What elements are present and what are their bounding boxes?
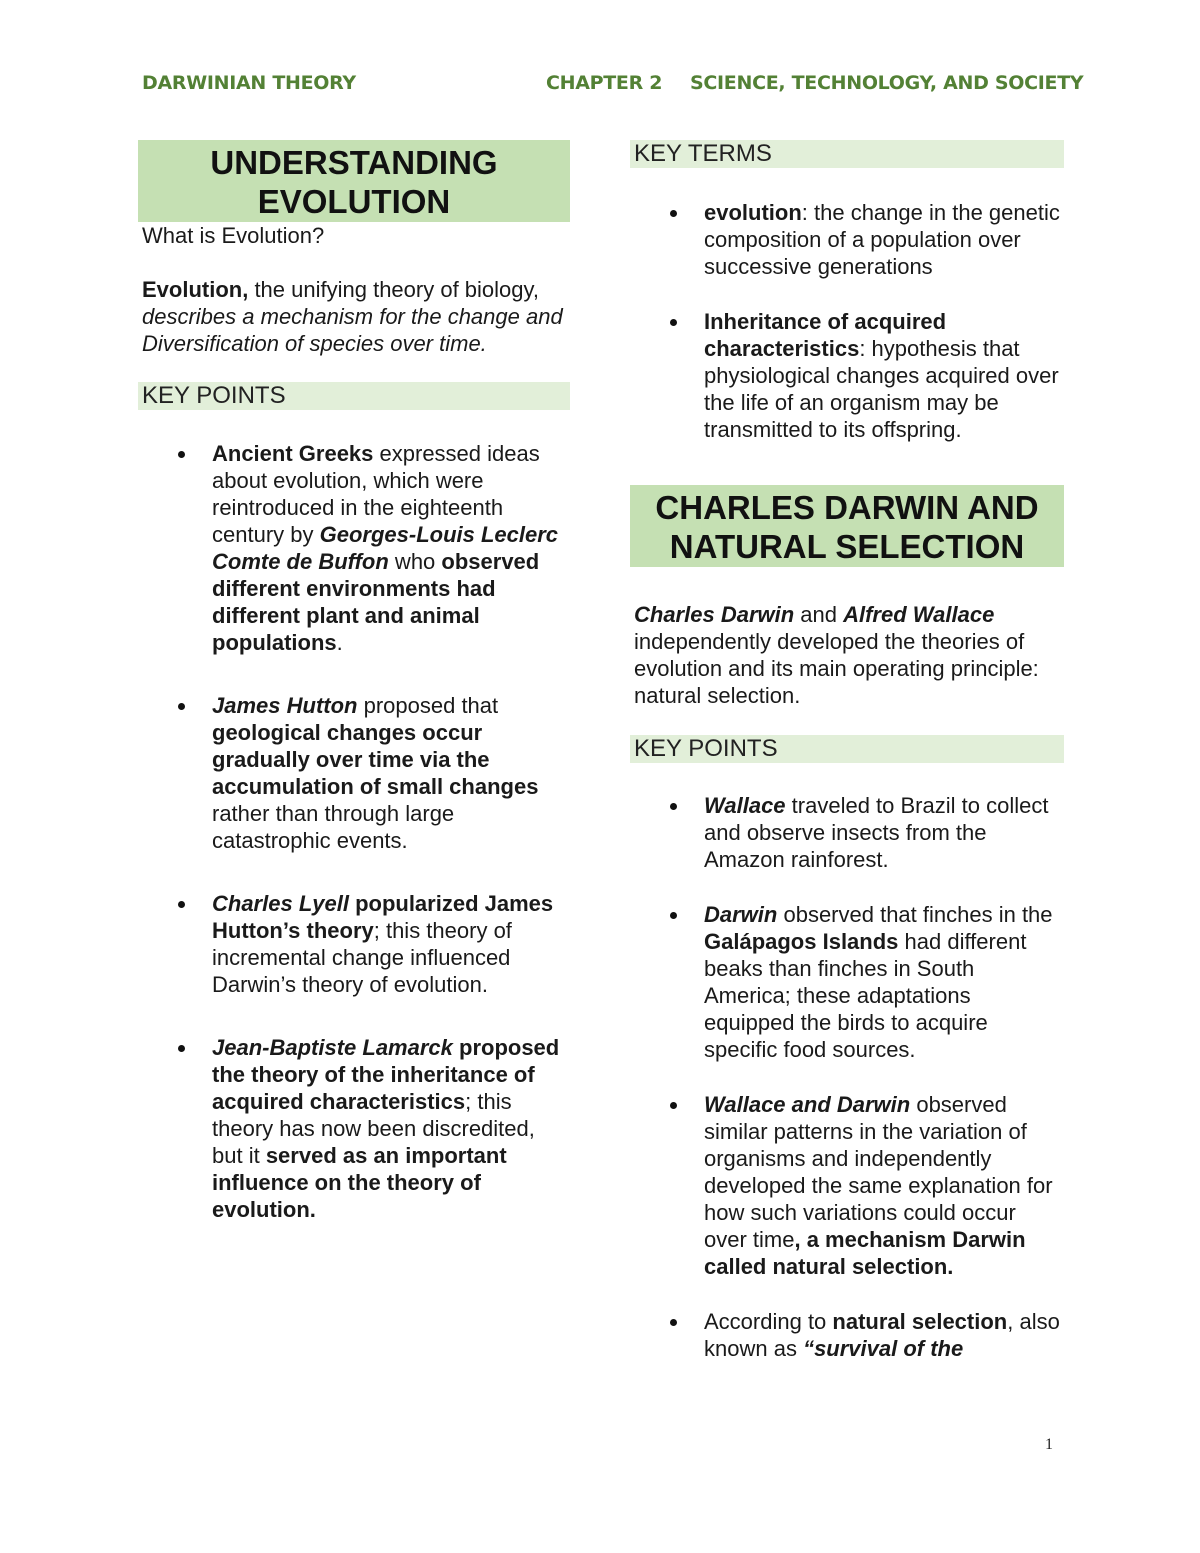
point-text: According to: [704, 1309, 833, 1334]
bullet-icon: [670, 1102, 677, 1109]
darwin-selection-title: [630, 485, 1064, 567]
bullet-icon: [670, 210, 677, 217]
point-bold: observed different environments had different plant and animal populations: [212, 549, 540, 655]
title-line-1: UNDERSTANDING: [210, 144, 498, 181]
point-text: who: [388, 549, 442, 574]
point-bold: served as an important influence on the theory of evolution.: [212, 1143, 507, 1222]
bullet-icon: [670, 912, 677, 919]
definition-plain: the unifying theory of biology,: [248, 277, 539, 302]
point-text: ; this theory of incremental change influenced Darwin’s theory of evolution.: [212, 918, 512, 997]
point-text: had different beaks than finches in South America; these adaptations equipped the birds to acquire specific food sources.: [704, 929, 1027, 1062]
list-item: [630, 1091, 1064, 1280]
page-number: 1: [1045, 1436, 1053, 1453]
bullet-icon: [670, 1319, 677, 1326]
list-item: [630, 308, 1064, 443]
intro-name: Alfred Wallace: [843, 602, 995, 627]
left-column: [138, 140, 570, 1223]
point-bold: , a mechanism Darwin called natural selection.: [704, 1227, 1026, 1279]
list-item: [630, 199, 1064, 280]
bullet-icon: [178, 1045, 185, 1052]
title-line-2: EVOLUTION: [257, 183, 451, 220]
point-bold: natural selection: [832, 1309, 1008, 1334]
point-name: Charles Lyell: [212, 891, 349, 916]
bullet-icon: [670, 803, 677, 810]
term-definition: : hypothesis that physiological changes acquired over the life of an organism may be transmitted to its offspring.: [704, 336, 1059, 442]
header-chapter: CHAPTER 2: [546, 72, 663, 94]
point-text: , also known as: [704, 1309, 1060, 1361]
term-name: Inheritance of acquired characteristics: [704, 309, 947, 361]
key-points-list-right: [630, 792, 1064, 1362]
list-item: [138, 1034, 570, 1223]
intro-name: Charles Darwin: [634, 602, 795, 627]
bullet-icon: [178, 901, 185, 908]
title-line-2: NATURAL SELECTION: [669, 528, 1025, 565]
term-name: evolution: [704, 200, 802, 225]
point-bold: proposed the theory of the inheritance of acquired characteristics: [212, 1035, 560, 1114]
list-item: [630, 792, 1064, 873]
key-terms-list: [630, 199, 1064, 443]
definition-term: Evolution,: [142, 277, 249, 302]
point-bold: Ancient Greeks: [212, 441, 374, 466]
bullet-icon: [670, 319, 677, 326]
intro-text: and: [794, 602, 844, 627]
key-points-heading-left: KEY POINTS: [138, 382, 570, 410]
point-name: Darwin: [704, 902, 778, 927]
point-name: James Hutton: [212, 693, 358, 718]
point-bold: geological changes occur gradually over time via the accumulation of small changes: [212, 720, 539, 799]
header-course: SCIENCE, TECHNOLOGY, AND SOCIETY: [690, 72, 1084, 94]
evolution-definition: [138, 276, 570, 357]
point-bold: popularized James Hutton’s theory: [212, 891, 554, 943]
point-name: “survival of the: [803, 1336, 964, 1361]
point-text: observed similar patterns in the variation of organisms and independently developed the same explanation for how such variations could occur over time: [704, 1092, 1053, 1252]
key-terms-heading: KEY TERMS: [630, 140, 1064, 168]
point-name: Georges-Louis Leclerc Comte de Buffon: [212, 522, 559, 574]
question-text: What is Evolution?: [142, 223, 325, 248]
definition-italic: describes a mechanism for the change and Diversification of species over time.: [142, 304, 563, 356]
term-definition: : the change in the genetic composition of a population over successive generations: [704, 200, 1060, 279]
point-text: expressed ideas about evolution, which were reintroduced in the eighteenth century by: [212, 441, 540, 547]
key-points-heading-right: KEY POINTS: [630, 735, 1064, 763]
understanding-evolution-title: [138, 140, 570, 222]
key-points-list-left: [138, 440, 570, 1223]
point-name: Wallace: [704, 793, 786, 818]
point-name: Wallace and Darwin: [704, 1092, 911, 1117]
point-bold: Galápagos Islands: [704, 929, 899, 954]
point-text: ; this theory has now been discredited, but it: [212, 1089, 535, 1168]
list-item: [630, 1308, 1064, 1362]
right-column: [630, 140, 1064, 1362]
point-text: rather than through large catastrophic events.: [212, 801, 455, 853]
list-item: [138, 890, 570, 998]
intro-text: independently developed the theories of evolution and its main operating principle: natural selection.: [634, 629, 1039, 708]
bullet-icon: [178, 703, 185, 710]
intro-paragraph: [630, 601, 1064, 709]
point-text: observed that finches in the: [777, 902, 1053, 927]
point-name: Jean-Baptiste Lamarck: [212, 1035, 453, 1060]
list-item: [138, 692, 570, 854]
point-text: .: [336, 630, 343, 655]
list-item: [138, 440, 570, 656]
bullet-icon: [178, 451, 185, 458]
point-text: traveled to Brazil to collect and observe insects from the Amazon rainforest.: [704, 793, 1049, 872]
list-item: [630, 901, 1064, 1063]
point-text: proposed that: [357, 693, 499, 718]
header-title: DARWINIAN THEORY: [142, 72, 356, 94]
title-line-1: CHARLES DARWIN AND: [655, 489, 1039, 526]
